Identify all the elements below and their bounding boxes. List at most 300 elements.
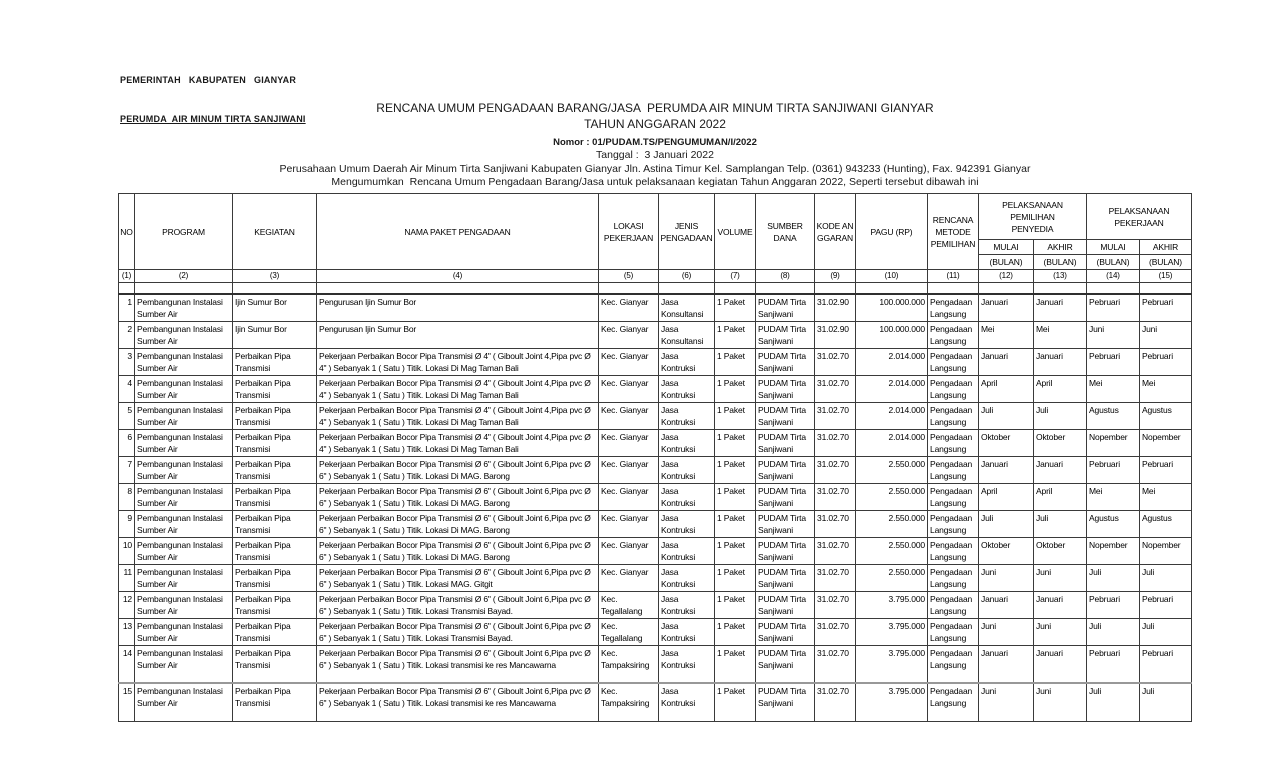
cell-metode: Pengadaan Langsung bbox=[928, 645, 979, 683]
blank-cell bbox=[135, 283, 233, 294]
cell-metode: Pengadaan Langsung bbox=[928, 375, 979, 402]
cell-kegiatan: Perbaikan Pipa Transmisi bbox=[233, 564, 317, 591]
col-header-pelaksanaan-pekerjaan: PELAKSANAAN PEKERJAAN bbox=[1087, 194, 1192, 240]
table-row bbox=[119, 429, 1192, 456]
cell-lokasi: Kec. Gianyar bbox=[599, 483, 659, 510]
cell-pm_mulai: Januari bbox=[979, 348, 1034, 375]
cell-pk_mulai: Juni bbox=[1087, 321, 1140, 348]
col-header-sumber-dana: SUMBER DANA bbox=[756, 194, 815, 270]
cell-pm_mulai: Juni bbox=[979, 683, 1034, 721]
cell-pk_mulai: Juli bbox=[1087, 564, 1140, 591]
cell-sumber: PUDAM Tirta Sanjiwani bbox=[756, 683, 815, 721]
cell-pm_mulai: Januari bbox=[979, 591, 1034, 618]
cell-nama: Pekerjaan Perbaikan Bocor Pipa Transmisi Ø 4" ( Giboult Joint 4,Pipa pvc Ø 4" ) Sebanyak 1 ( Satu ) Titik. Lokasi Di Mag Taman Bali bbox=[317, 429, 599, 456]
cell-jenis: Jasa Kontruksi bbox=[659, 456, 715, 483]
cell-program: Pembangunan Instalasi Sumber Air bbox=[135, 348, 233, 375]
cell-pagu: 2.550.000 bbox=[856, 537, 928, 564]
column-number-cell: (9) bbox=[815, 270, 856, 283]
cell-pk_mulai: Pebruari bbox=[1087, 645, 1140, 683]
col-header-kegiatan: KEGIATAN bbox=[233, 194, 317, 270]
cell-metode: Pengadaan Langsung bbox=[928, 564, 979, 591]
col-header-pagu: PAGU (RP) bbox=[856, 194, 928, 270]
col-header-pemilihan-akhir: AKHIR bbox=[1034, 240, 1087, 255]
cell-pagu: 100.000.000 bbox=[856, 321, 928, 348]
cell-pk_akhir: Pebruari bbox=[1140, 456, 1192, 483]
table-row bbox=[119, 321, 1192, 348]
cell-metode: Pengadaan Langsung bbox=[928, 348, 979, 375]
cell-pk_mulai: Mei bbox=[1087, 483, 1140, 510]
cell-pm_akhir: Januari bbox=[1034, 294, 1087, 322]
cell-pm_mulai: Juli bbox=[979, 402, 1034, 429]
cell-kegiatan: Ijin Sumur Bor bbox=[233, 294, 317, 322]
cell-pm_akhir: Januari bbox=[1034, 591, 1087, 618]
cell-volume: 1 Paket bbox=[715, 683, 756, 721]
cell-sumber: PUDAM Tirta Sanjiwani bbox=[756, 510, 815, 537]
cell-sumber: PUDAM Tirta Sanjiwani bbox=[756, 537, 815, 564]
cell-no: 2 bbox=[119, 321, 135, 348]
cell-no: 12 bbox=[119, 591, 135, 618]
cell-kegiatan: Perbaikan Pipa Transmisi bbox=[233, 483, 317, 510]
cell-lokasi: Kec. Tampaksiring bbox=[599, 683, 659, 721]
cell-program: Pembangunan Instalasi Sumber Air bbox=[135, 510, 233, 537]
cell-jenis: Jasa Kontruksi bbox=[659, 348, 715, 375]
cell-kode: 31.02.70 bbox=[815, 402, 856, 429]
cell-pm_mulai: April bbox=[979, 375, 1034, 402]
cell-pm_mulai: Oktober bbox=[979, 429, 1034, 456]
cell-nama: Pekerjaan Perbaikan Bocor Pipa Transmisi Ø 6" ( Giboult Joint 6,Pipa pvc Ø 6" ) Sebanyak 1 ( Satu ) Titik. Lokasi Di MAG. Barong bbox=[317, 510, 599, 537]
cell-sumber: PUDAM Tirta Sanjiwani bbox=[756, 348, 815, 375]
table-row bbox=[119, 645, 1192, 683]
cell-nama: Pekerjaan Perbaikan Bocor Pipa Transmisi Ø 6" ( Giboult Joint 6,Pipa pvc Ø 6" ) Sebanyak 1 ( Satu ) Titik. Lokasi Transmisi Bayad. bbox=[317, 591, 599, 618]
column-number-cell: (8) bbox=[756, 270, 815, 283]
column-number-row bbox=[119, 270, 1192, 283]
cell-program: Pembangunan Instalasi Sumber Air bbox=[135, 402, 233, 429]
cell-kode: 31.02.70 bbox=[815, 348, 856, 375]
cell-lokasi: Kec. Gianyar bbox=[599, 402, 659, 429]
cell-pk_mulai: Pebruari bbox=[1087, 591, 1140, 618]
col-header-metode: RENCANA METODE PEMILIHAN bbox=[928, 194, 979, 270]
cell-no: 10 bbox=[119, 537, 135, 564]
cell-volume: 1 Paket bbox=[715, 591, 756, 618]
cell-metode: Pengadaan Langsung bbox=[928, 456, 979, 483]
cell-kode: 31.02.70 bbox=[815, 483, 856, 510]
cell-kegiatan: Perbaikan Pipa Transmisi bbox=[233, 645, 317, 683]
cell-lokasi: Kec. Gianyar bbox=[599, 375, 659, 402]
cell-program: Pembangunan Instalasi Sumber Air bbox=[135, 429, 233, 456]
cell-nama: Pekerjaan Perbaikan Bocor Pipa Transmisi Ø 6" ( Giboult Joint 6,Pipa pvc Ø 6" ) Sebanyak 1 ( Satu ) Titik. Lokasi Di MAG. Barong bbox=[317, 537, 599, 564]
cell-pk_akhir: Agustus bbox=[1140, 510, 1192, 537]
column-number-cell: (6) bbox=[659, 270, 715, 283]
col-header-no: NO bbox=[119, 194, 135, 270]
table-row bbox=[119, 618, 1192, 645]
col-header-bulan: (BULAN) bbox=[979, 255, 1034, 270]
cell-pagu: 3.795.000 bbox=[856, 683, 928, 721]
blank-cell bbox=[317, 283, 599, 294]
cell-lokasi: Kec. Gianyar bbox=[599, 510, 659, 537]
cell-lokasi: Kec. Gianyar bbox=[599, 456, 659, 483]
cell-kegiatan: Perbaikan Pipa Transmisi bbox=[233, 456, 317, 483]
cell-volume: 1 Paket bbox=[715, 564, 756, 591]
col-header-bulan: (BULAN) bbox=[1140, 255, 1192, 270]
table-body bbox=[119, 294, 1192, 722]
cell-kegiatan: Perbaikan Pipa Transmisi bbox=[233, 683, 317, 721]
column-number-cell: (15) bbox=[1140, 270, 1192, 283]
blank-cell bbox=[599, 283, 659, 294]
cell-kode: 31.02.70 bbox=[815, 375, 856, 402]
cell-pk_mulai: Pebruari bbox=[1087, 456, 1140, 483]
col-header-bulan: (BULAN) bbox=[1087, 255, 1140, 270]
cell-pk_mulai: Pebruari bbox=[1087, 294, 1140, 322]
blank-row bbox=[119, 283, 1192, 294]
procurement-table bbox=[118, 193, 1192, 722]
table-row bbox=[119, 537, 1192, 564]
cell-pk_mulai: Mei bbox=[1087, 375, 1140, 402]
cell-pagu: 100.000.000 bbox=[856, 294, 928, 322]
cell-metode: Pengadaan Langsung bbox=[928, 429, 979, 456]
cell-nama: Pengurusan Ijin Sumur Bor bbox=[317, 321, 599, 348]
column-number-cell: (5) bbox=[599, 270, 659, 283]
blank-cell bbox=[756, 283, 815, 294]
cell-pk_akhir: Mei bbox=[1140, 375, 1192, 402]
cell-pm_mulai: Januari bbox=[979, 456, 1034, 483]
cell-program: Pembangunan Instalasi Sumber Air bbox=[135, 483, 233, 510]
cell-lokasi: Kec. Gianyar bbox=[599, 348, 659, 375]
column-number-cell: (12) bbox=[979, 270, 1034, 283]
table-row bbox=[119, 375, 1192, 402]
document-subtitle: TAHUN ANGGARAN 2022 bbox=[584, 116, 726, 131]
cell-jenis: Jasa Kontruksi bbox=[659, 429, 715, 456]
cell-volume: 1 Paket bbox=[715, 294, 756, 322]
cell-lokasi: Kec. Gianyar bbox=[599, 321, 659, 348]
cell-pagu: 2.014.000 bbox=[856, 348, 928, 375]
cell-pk_akhir: Mei bbox=[1140, 483, 1192, 510]
cell-pk_akhir: Juli bbox=[1140, 618, 1192, 645]
col-header-program: PROGRAM bbox=[135, 194, 233, 270]
blank-cell bbox=[233, 283, 317, 294]
column-number-cell: (14) bbox=[1087, 270, 1140, 283]
table-row bbox=[119, 683, 1192, 721]
cell-pm_akhir: Oktober bbox=[1034, 537, 1087, 564]
blank-cell bbox=[659, 283, 715, 294]
cell-no: 15 bbox=[119, 683, 135, 721]
cell-no: 5 bbox=[119, 402, 135, 429]
cell-lokasi: Kec. Gianyar bbox=[599, 429, 659, 456]
cell-no: 9 bbox=[119, 510, 135, 537]
table-row bbox=[119, 564, 1192, 591]
cell-sumber: PUDAM Tirta Sanjiwani bbox=[756, 591, 815, 618]
cell-lokasi: Kec. Gianyar bbox=[599, 294, 659, 322]
blank-cell bbox=[856, 283, 928, 294]
cell-pagu: 3.795.000 bbox=[856, 591, 928, 618]
cell-pagu: 3.795.000 bbox=[856, 618, 928, 645]
col-header-volume: VOLUME bbox=[715, 194, 756, 270]
cell-pk_akhir: Juli bbox=[1140, 564, 1192, 591]
cell-sumber: PUDAM Tirta Sanjiwani bbox=[756, 645, 815, 683]
column-number-cell: (10) bbox=[856, 270, 928, 283]
cell-metode: Pengadaan Langsung bbox=[928, 402, 979, 429]
cell-jenis: Jasa Kontruksi bbox=[659, 375, 715, 402]
cell-no: 11 bbox=[119, 564, 135, 591]
cell-jenis: Jasa Kontruksi bbox=[659, 591, 715, 618]
cell-no: 6 bbox=[119, 429, 135, 456]
cell-pm_akhir: Juli bbox=[1034, 510, 1087, 537]
cell-no: 7 bbox=[119, 456, 135, 483]
cell-lokasi: Kec. Gianyar bbox=[599, 537, 659, 564]
cell-nama: Pekerjaan Perbaikan Bocor Pipa Transmisi Ø 6" ( Giboult Joint 6,Pipa pvc Ø 6" ) Sebanyak 1 ( Satu ) Titik. Lokasi Transmisi Bayad. bbox=[317, 618, 599, 645]
cell-sumber: PUDAM Tirta Sanjiwani bbox=[756, 294, 815, 322]
cell-jenis: Jasa Kontruksi bbox=[659, 537, 715, 564]
blank-cell bbox=[815, 283, 856, 294]
cell-program: Pembangunan Instalasi Sumber Air bbox=[135, 564, 233, 591]
cell-pm_mulai: Januari bbox=[979, 294, 1034, 322]
cell-program: Pembangunan Instalasi Sumber Air bbox=[135, 321, 233, 348]
cell-metode: Pengadaan Langsung bbox=[928, 618, 979, 645]
cell-pk_mulai: Nopember bbox=[1087, 537, 1140, 564]
cell-pm_akhir: Juli bbox=[1034, 402, 1087, 429]
cell-lokasi: Kec. Gianyar bbox=[599, 564, 659, 591]
document-title: RENCANA UMUM PENGADAAN BARANG/JASA PERUMDA AIR MINUM TIRTA SANJIWANI GIANYAR bbox=[376, 101, 934, 115]
cell-pm_mulai: Juni bbox=[979, 564, 1034, 591]
table-row bbox=[119, 591, 1192, 618]
company-address-line: Perusahaan Umum Daerah Air Minum Tirta Sanjiwani Kabupaten Gianyar Jln. Astina Timur Kel. Samplangan Telp. (0361) 943233 (Hunting), Fax. 942391 Gianyar bbox=[279, 162, 1031, 175]
cell-jenis: Jasa Kontruksi bbox=[659, 564, 715, 591]
announcement-line: Mengumumkan Rencana Umum Pengadaan Barang/Jasa untuk pelaksanaan kegiatan Tahun Anggaran 2022, Seperti tersebut dibawah ini bbox=[331, 176, 979, 188]
cell-kode: 31.02.70 bbox=[815, 591, 856, 618]
cell-jenis: Jasa Kontruksi bbox=[659, 645, 715, 683]
cell-jenis: Jasa Konsultansi bbox=[659, 294, 715, 322]
cell-pk_akhir: Juni bbox=[1140, 321, 1192, 348]
cell-kode: 31.02.70 bbox=[815, 537, 856, 564]
cell-program: Pembangunan Instalasi Sumber Air bbox=[135, 294, 233, 322]
cell-pagu: 2.550.000 bbox=[856, 564, 928, 591]
column-number-cell: (11) bbox=[928, 270, 979, 283]
cell-program: Pembangunan Instalasi Sumber Air bbox=[135, 618, 233, 645]
cell-pk_mulai: Agustus bbox=[1087, 402, 1140, 429]
table-row bbox=[119, 483, 1192, 510]
cell-pagu: 2.550.000 bbox=[856, 510, 928, 537]
cell-no: 13 bbox=[119, 618, 135, 645]
cell-nama: Pekerjaan Perbaikan Bocor Pipa Transmisi Ø 6" ( Giboult Joint 6,Pipa pvc Ø 6" ) Sebanyak 1 ( Satu ) Titik. Lokasi MAG. Gitgit bbox=[317, 564, 599, 591]
cell-kegiatan: Perbaikan Pipa Transmisi bbox=[233, 537, 317, 564]
cell-pm_mulai: Januari bbox=[979, 645, 1034, 683]
cell-pm_akhir: Januari bbox=[1034, 456, 1087, 483]
column-number-cell: (2) bbox=[135, 270, 233, 283]
blank-cell bbox=[1034, 283, 1087, 294]
cell-lokasi: Kec. Tampaksiring bbox=[599, 645, 659, 683]
column-number-cell: (13) bbox=[1034, 270, 1087, 283]
cell-metode: Pengadaan Langsung bbox=[928, 537, 979, 564]
cell-kode: 31.02.70 bbox=[815, 564, 856, 591]
blank-cell bbox=[979, 283, 1034, 294]
cell-nama: Pengurusan Ijin Sumur Bor bbox=[317, 294, 599, 322]
table-row bbox=[119, 402, 1192, 429]
cell-volume: 1 Paket bbox=[715, 348, 756, 375]
cell-pm_akhir: Juni bbox=[1034, 564, 1087, 591]
cell-jenis: Jasa Kontruksi bbox=[659, 683, 715, 721]
blank-cell bbox=[1140, 283, 1192, 294]
blank-cell bbox=[928, 283, 979, 294]
cell-pk_akhir: Agustus bbox=[1140, 402, 1192, 429]
cell-kode: 31.02.70 bbox=[815, 683, 856, 721]
cell-no: 4 bbox=[119, 375, 135, 402]
cell-pk_mulai: Agustus bbox=[1087, 510, 1140, 537]
cell-kode: 31.02.70 bbox=[815, 618, 856, 645]
blank-cell bbox=[1087, 283, 1140, 294]
cell-kode: 31.02.70 bbox=[815, 429, 856, 456]
cell-no: 8 bbox=[119, 483, 135, 510]
cell-pm_mulai: April bbox=[979, 483, 1034, 510]
table-row bbox=[119, 294, 1192, 322]
cell-volume: 1 Paket bbox=[715, 456, 756, 483]
cell-kegiatan: Ijin Sumur Bor bbox=[233, 321, 317, 348]
cell-program: Pembangunan Instalasi Sumber Air bbox=[135, 537, 233, 564]
cell-pk_akhir: Nopember bbox=[1140, 429, 1192, 456]
cell-nama: Pekerjaan Perbaikan Bocor Pipa Transmisi Ø 6" ( Giboult Joint 6,Pipa pvc Ø 6" ) Sebanyak 1 ( Satu ) Titik. Lokasi transmisi ke res Mancawarna bbox=[317, 645, 599, 683]
letterhead-line1: PEMERINTAH KABUPATEN GIANYAR bbox=[120, 75, 297, 85]
cell-metode: Pengadaan Langsung bbox=[928, 683, 979, 721]
cell-volume: 1 Paket bbox=[715, 321, 756, 348]
cell-program: Pembangunan Instalasi Sumber Air bbox=[135, 456, 233, 483]
document-number: Nomor : 01/PUDAM.TS/PENGUMUMAN/I/2022 bbox=[553, 137, 757, 148]
cell-no: 1 bbox=[119, 294, 135, 322]
col-header-pekerjaan-mulai: MULAI bbox=[1087, 240, 1140, 255]
cell-jenis: Jasa Kontruksi bbox=[659, 402, 715, 429]
cell-pagu: 2.014.000 bbox=[856, 375, 928, 402]
cell-volume: 1 Paket bbox=[715, 618, 756, 645]
document-date: Tanggal : 3 Januari 2022 bbox=[596, 149, 714, 161]
cell-pagu: 2.014.000 bbox=[856, 402, 928, 429]
cell-lokasi: Kec. Tegallalang bbox=[599, 618, 659, 645]
cell-pk_mulai: Juli bbox=[1087, 618, 1140, 645]
cell-pm_akhir: Juni bbox=[1034, 683, 1087, 721]
cell-kode: 31.02.90 bbox=[815, 294, 856, 322]
col-header-pelaksanaan-pemilihan: PELAKSANAAN PEMILIHAN PENYEDIA bbox=[979, 194, 1087, 240]
cell-sumber: PUDAM Tirta Sanjiwani bbox=[756, 618, 815, 645]
cell-program: Pembangunan Instalasi Sumber Air bbox=[135, 375, 233, 402]
cell-pagu: 2.550.000 bbox=[856, 456, 928, 483]
cell-pm_mulai: Juni bbox=[979, 618, 1034, 645]
cell-sumber: PUDAM Tirta Sanjiwani bbox=[756, 402, 815, 429]
cell-volume: 1 Paket bbox=[715, 375, 756, 402]
cell-volume: 1 Paket bbox=[715, 645, 756, 683]
column-number-cell: (4) bbox=[317, 270, 599, 283]
cell-nama: Pekerjaan Perbaikan Bocor Pipa Transmisi Ø 6" ( Giboult Joint 6,Pipa pvc Ø 6" ) Sebanyak 1 ( Satu ) Titik. Lokasi Di MAG. Barong bbox=[317, 456, 599, 483]
cell-pm_akhir: April bbox=[1034, 483, 1087, 510]
cell-kegiatan: Perbaikan Pipa Transmisi bbox=[233, 591, 317, 618]
cell-kegiatan: Perbaikan Pipa Transmisi bbox=[233, 510, 317, 537]
table-row bbox=[119, 456, 1192, 483]
cell-metode: Pengadaan Langsung bbox=[928, 294, 979, 322]
cell-jenis: Jasa Konsultansi bbox=[659, 321, 715, 348]
cell-kegiatan: Perbaikan Pipa Transmisi bbox=[233, 618, 317, 645]
cell-kegiatan: Perbaikan Pipa Transmisi bbox=[233, 348, 317, 375]
col-header-jenis: JENIS PENGADAAN bbox=[659, 194, 715, 270]
cell-kegiatan: Perbaikan Pipa Transmisi bbox=[233, 429, 317, 456]
letterhead-line2: PERUMDA AIR MINUM TIRTA SANJIWANI bbox=[120, 114, 306, 124]
cell-nama: Pekerjaan Perbaikan Bocor Pipa Transmisi Ø 4" ( Giboult Joint 4,Pipa pvc Ø 4" ) Sebanyak 1 ( Satu ) Titik. Lokasi Di Mag Taman Bali bbox=[317, 348, 599, 375]
cell-sumber: PUDAM Tirta Sanjiwani bbox=[756, 564, 815, 591]
cell-sumber: PUDAM Tirta Sanjiwani bbox=[756, 375, 815, 402]
cell-pm_akhir: Januari bbox=[1034, 348, 1087, 375]
cell-pm_akhir: April bbox=[1034, 375, 1087, 402]
cell-pk_akhir: Pebruari bbox=[1140, 348, 1192, 375]
cell-pagu: 3.795.000 bbox=[856, 645, 928, 683]
cell-pagu: 2.014.000 bbox=[856, 429, 928, 456]
cell-pm_akhir: Januari bbox=[1034, 645, 1087, 683]
cell-pk_akhir: Pebruari bbox=[1140, 645, 1192, 683]
cell-kode: 31.02.70 bbox=[815, 456, 856, 483]
title-block bbox=[60, 101, 1250, 190]
cell-pm_mulai: Oktober bbox=[979, 537, 1034, 564]
col-header-nama-paket: NAMA PAKET PENGADAAN bbox=[317, 194, 599, 270]
cell-kode: 31.02.90 bbox=[815, 321, 856, 348]
column-number-cell: (3) bbox=[233, 270, 317, 283]
cell-kode: 31.02.70 bbox=[815, 645, 856, 683]
col-header-pemilihan-mulai: MULAI bbox=[979, 240, 1034, 255]
cell-nama: Pekerjaan Perbaikan Bocor Pipa Transmisi Ø 6" ( Giboult Joint 6,Pipa pvc Ø 6" ) Sebanyak 1 ( Satu ) Titik. Lokasi Di MAG. Barong bbox=[317, 483, 599, 510]
cell-volume: 1 Paket bbox=[715, 402, 756, 429]
header-row-main bbox=[119, 194, 1192, 240]
col-header-pekerjaan-akhir: AKHIR bbox=[1140, 240, 1192, 255]
cell-pm_mulai: Mei bbox=[979, 321, 1034, 348]
column-number-cell: (1) bbox=[119, 270, 135, 283]
cell-pk_akhir: Pebruari bbox=[1140, 294, 1192, 322]
cell-volume: 1 Paket bbox=[715, 510, 756, 537]
cell-volume: 1 Paket bbox=[715, 429, 756, 456]
cell-sumber: PUDAM Tirta Sanjiwani bbox=[756, 429, 815, 456]
col-header-bulan: (BULAN) bbox=[1034, 255, 1087, 270]
cell-program: Pembangunan Instalasi Sumber Air bbox=[135, 645, 233, 683]
cell-pm_akhir: Juni bbox=[1034, 618, 1087, 645]
cell-no: 3 bbox=[119, 348, 135, 375]
cell-pk_mulai: Pebruari bbox=[1087, 348, 1140, 375]
table-row bbox=[119, 348, 1192, 375]
cell-sumber: PUDAM Tirta Sanjiwani bbox=[756, 483, 815, 510]
cell-nama: Pekerjaan Perbaikan Bocor Pipa Transmisi Ø 4" ( Giboult Joint 4,Pipa pvc Ø 4" ) Sebanyak 1 ( Satu ) Titik. Lokasi Di Mag Taman Bali bbox=[317, 375, 599, 402]
cell-no: 14 bbox=[119, 645, 135, 683]
cell-pm_akhir: Mei bbox=[1034, 321, 1087, 348]
cell-pagu: 2.550.000 bbox=[856, 483, 928, 510]
cell-lokasi: Kec. Tegallalang bbox=[599, 591, 659, 618]
cell-pk_mulai: Juli bbox=[1087, 683, 1140, 721]
cell-metode: Pengadaan Langsung bbox=[928, 591, 979, 618]
cell-nama: Pekerjaan Perbaikan Bocor Pipa Transmisi Ø 6" ( Giboult Joint 6,Pipa pvc Ø 6" ) Sebanyak 1 ( Satu ) Titik. Lokasi transmisi ke res Mancawarna bbox=[317, 683, 599, 721]
column-number-cell: (7) bbox=[715, 270, 756, 283]
cell-jenis: Jasa Kontruksi bbox=[659, 483, 715, 510]
cell-sumber: PUDAM Tirta Sanjiwani bbox=[756, 321, 815, 348]
blank-cell bbox=[119, 283, 135, 294]
cell-pk_mulai: Nopember bbox=[1087, 429, 1140, 456]
cell-program: Pembangunan Instalasi Sumber Air bbox=[135, 683, 233, 721]
cell-nama: Pekerjaan Perbaikan Bocor Pipa Transmisi Ø 4" ( Giboult Joint 4,Pipa pvc Ø 4" ) Sebanyak 1 ( Satu ) Titik. Lokasi Di Mag Taman Bali bbox=[317, 402, 599, 429]
cell-pk_akhir: Juli bbox=[1140, 683, 1192, 721]
cell-pm_akhir: Oktober bbox=[1034, 429, 1087, 456]
cell-volume: 1 Paket bbox=[715, 483, 756, 510]
cell-pk_akhir: Pebruari bbox=[1140, 591, 1192, 618]
cell-volume: 1 Paket bbox=[715, 537, 756, 564]
cell-metode: Pengadaan Langsung bbox=[928, 510, 979, 537]
cell-kode: 31.02.70 bbox=[815, 510, 856, 537]
cell-sumber: PUDAM Tirta Sanjiwani bbox=[756, 456, 815, 483]
cell-kegiatan: Perbaikan Pipa Transmisi bbox=[233, 375, 317, 402]
cell-pm_mulai: Juli bbox=[979, 510, 1034, 537]
col-header-kode-anggaran: KODE ANGGARAN bbox=[815, 194, 856, 270]
cell-pk_akhir: Nopember bbox=[1140, 537, 1192, 564]
cell-jenis: Jasa Kontruksi bbox=[659, 618, 715, 645]
cell-program: Pembangunan Instalasi Sumber Air bbox=[135, 591, 233, 618]
cell-kegiatan: Perbaikan Pipa Transmisi bbox=[233, 402, 317, 429]
cell-metode: Pengadaan Langsung bbox=[928, 483, 979, 510]
